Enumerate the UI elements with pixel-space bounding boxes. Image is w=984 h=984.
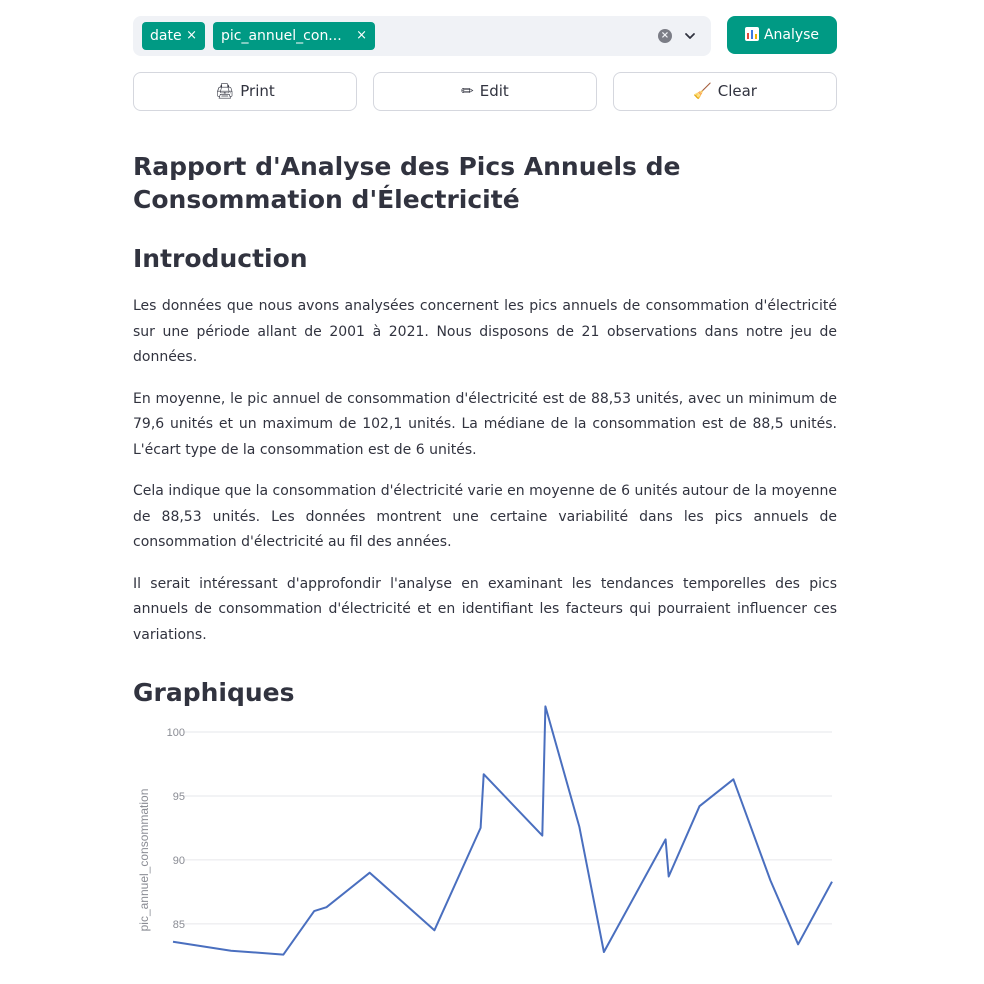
paragraph-period: Les données que nous avons analysées concernent les pics annuels de consommation d'électricité sur une période allant de 2001 à 2021. Nous disposons de 21 observations dans notre jeu de données.	[133, 298, 837, 365]
chevron-down-icon[interactable]	[683, 29, 697, 43]
chip-pic-annuel-remove-icon[interactable]: ×	[356, 28, 367, 43]
paragraph-statistics: En moyenne, le pic annuel de consommation d'électricité est de 88,53 unités, avec un minimum de 79,6 unités et un maximum de 102,1 unités. La médiane de la consommation est de 88,5 unités. L'écart type de la consommation est de 6 unités.	[133, 390, 837, 458]
introduction-heading: Introduction	[133, 244, 308, 273]
chart-gridlines	[183, 732, 832, 924]
broom-icon: 🧹	[693, 82, 712, 100]
paragraph-variability: Cela indique que la consommation d'électricité varie en moyenne de 6 unités autour de la moyenne de 88,53 unités. Les données montrent une certaine variabilité dans les pics annuels de consommation d'électricité au fil des années.	[133, 483, 837, 550]
chart-y-axis-label: pic_annuel_consommation	[137, 788, 151, 932]
chart-y-ticks	[167, 727, 185, 931]
edit-button-label: Edit	[479, 82, 509, 100]
chart-svg	[133, 700, 837, 984]
print-button[interactable]	[133, 72, 357, 111]
y-tick-label-90: 90	[172, 854, 185, 867]
pencil-icon: ✏	[461, 82, 474, 100]
edit-button[interactable]	[373, 72, 597, 111]
graphs-heading: Graphiques	[133, 678, 295, 707]
analyse-button[interactable]	[727, 16, 837, 54]
analyse-button-label: Analyse	[763, 27, 820, 43]
consumption-line-chart[interactable]	[133, 700, 837, 984]
y-tick-label-85: 85	[172, 918, 185, 931]
clear-button-label: Clear	[717, 82, 757, 100]
clear-button[interactable]	[613, 72, 837, 111]
report-title: Rapport d'Analyse des Pics Annuels de Consommation d'Électricité	[133, 152, 681, 214]
chip-pic-annuel-label: pic_annuel_con...	[221, 28, 342, 44]
print-button-label: Print	[240, 82, 275, 100]
printer-icon: 🖨	[215, 82, 235, 100]
paragraph-next-steps: Il serait intéressant d'approfondir l'analyse en examinant les tendances temporelles des pics annuels de consommation d'électricité et en identifiant les facteurs qui pourraient influencer ces variations.	[133, 575, 837, 643]
chip-pic-annuel	[213, 22, 375, 50]
y-tick-label-95: 95	[172, 790, 185, 803]
report-content	[133, 150, 837, 709]
chip-date-label: date	[150, 28, 182, 44]
chip-date-remove-icon[interactable]: ×	[186, 28, 197, 43]
y-tick-label-100: 100	[166, 726, 185, 739]
clear-all-icon[interactable]: ×	[658, 29, 672, 43]
chart-series-line[interactable]	[173, 706, 832, 954]
bar-chart-icon	[745, 27, 759, 41]
chip-date	[142, 22, 205, 50]
chart-data-points	[173, 706, 832, 954]
column-multiselect[interactable]	[133, 16, 711, 56]
